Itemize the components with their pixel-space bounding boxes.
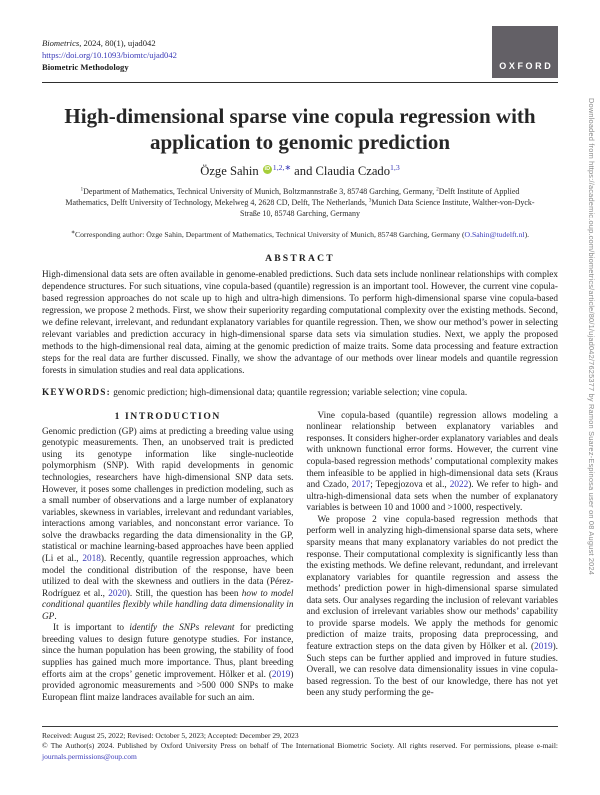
- body-columns: [42, 411, 558, 704]
- text-segment: 2: [436, 187, 439, 193]
- inline-link[interactable]: journals.permissions@oup.com: [42, 751, 137, 761]
- text-segment: ).: [524, 229, 530, 239]
- journal-citation: [42, 37, 177, 49]
- abstract-heading: ABSTRACT: [265, 252, 335, 264]
- inline-link[interactable]: 2020: [108, 588, 127, 599]
- authors-line: [42, 164, 558, 179]
- inline-link[interactable]: O.Sahin@tudelft.nl: [464, 229, 525, 239]
- inline-link[interactable]: 2017: [351, 480, 371, 491]
- inline-link[interactable]: 1,2,∗: [272, 162, 292, 172]
- download-watermark: Downloaded from https://academic.oup.com/biometrics/article/80/1/ujad042/7625377 by Ramon Suarez-Espinosa user on 08 August 2024: [587, 98, 596, 576]
- text-segment: We propose 2 vine copula-based regression methods that perform well in analyzing high-dimensional sparse data sets, where sparsity means that many explanatory variables do not predict the response. Their computational complexity is significantly less than the existing methods. We define relevant, redundant, and irrelevant explanatory variables for quantile regression and assess the methods’ prediction power in high-dimensional sparse simulated data sets. Our analyses regarding the inclusion of relevant variables and exclusion of irrelevant variables show our methods’ capability to provide sparse models. We apply the methods for genomic prediction of maize traits, proposing data preprocessing, and feature extraction steps on the data given by Hölker et al. (: [306, 514, 558, 653]
- text-segment: for predicting breeding values to design future genotype studies. For instance, since the human population has been growing, the stability of food supplies has gained much more importance. Thus, plant breeding efforts aim at the crops’ genetic improvement. Hölker et al. (: [42, 623, 294, 680]
- keywords-label: KEYWORDS:: [42, 387, 111, 398]
- text-segment: Delft Institute of Applied Mathematics, Delft University of Technology, Mekelweg 4, 2628 CD, Delft, The Netherlands,: [65, 187, 520, 208]
- text-segment: ). Still, the question has been: [126, 588, 242, 599]
- section-1-heading: 1 INTRODUCTION: [114, 410, 221, 422]
- text-segment: Department of Mathematics, Technical University of Munich, Boltzmannstraße 3, 85748 Garching, Germany,: [83, 187, 437, 197]
- doi-link[interactable]: https://doi.org/10.1093/biomtc/ujad042: [42, 50, 177, 61]
- oxford-logo: [492, 26, 558, 78]
- header-divider: [42, 82, 558, 83]
- page-header: [42, 26, 558, 78]
- oxford-logo-text: OXFORD: [499, 61, 554, 71]
- text-segment: ; Tepegjozova et al.,: [370, 480, 450, 491]
- text-segment: © The Author(s) 2024. Published by Oxford University Press on behalf of The International Biometric Society. All rights reserved. For permissions, please e-mail:: [42, 741, 558, 750]
- citation-rest: , 2024, 80(1), ujad042: [79, 38, 156, 48]
- text-segment: ) provided agronomic measurements and >500 000 SNPs to make European flint maize landraces available for such an aim.: [42, 669, 294, 703]
- inline-link[interactable]: 2019: [271, 669, 291, 680]
- text-segment: how to model conditional quantiles flexibly while handling data dimensionality in GP: [42, 588, 294, 622]
- article-category: Biometric Methodology: [42, 62, 129, 73]
- text-segment: 1: [80, 187, 84, 193]
- text-segment: 3: [368, 198, 372, 204]
- keywords-line: [42, 388, 558, 398]
- intro-paragraph-1: [42, 427, 294, 624]
- footer-divider: [42, 726, 558, 727]
- text-segment: Özge Sahin: [200, 164, 262, 179]
- text-segment: ). Such steps can be further applied and improved in future studies. Overall, we can resolve data dimensionality issues in vine copula-based regression. To the best of our knowledge, there has not yet been any study performing the ge-: [306, 642, 558, 699]
- text-segment: Genomic prediction (GP) aims at predicting a breeding value using genotypic measurements. Then, an unobserved trait is predicted using its genotype information like single-nucleotide polymorphism (SNP). With rapid developments in genomic technologies, researchers have high-dimensional SNP data sets. However, it poses some challenges in prediction modeling, such as a small number of observations and a large number of explanatory variables, skewness in variables, irrelevant and redundant variables, interactions among variables, and nonconstant error variance. To solve the drawbacks regarding the data dimensionality in the GP, statistical or machine learning-based approaches have been applied (Li et al.,: [42, 426, 294, 564]
- keywords-text: genomic prediction; high-dimensional data; quantile regression; variable selection; vine copula.: [110, 387, 468, 398]
- article-title: High-dimensional sparse vine copula regression with application to genomic prediction: [64, 104, 536, 155]
- right-column: [307, 411, 559, 704]
- journal-meta: [42, 37, 177, 73]
- copyright-line: [42, 741, 558, 762]
- inline-link[interactable]: 2019: [534, 642, 553, 653]
- dates-line: Received: August 25, 2022; Revised: October 5, 2023; Accepted: December 29, 2023: [42, 731, 299, 740]
- text-segment: ). We refer to high- and ultra-high-dimensional data sets when the number of explanatory variables is between 10 and 1000 and >1000, respectively.: [306, 480, 558, 514]
- page-footer: [42, 726, 558, 762]
- orcid-icon[interactable]: iD: [264, 165, 271, 172]
- text-segment: ∗: [70, 230, 75, 236]
- inline-link[interactable]: 1,3: [390, 162, 400, 172]
- text-segment: Munich Data Science Institute, Walther-von-Dyck-Straße 10, 85748 Garching, Germany: [240, 198, 535, 219]
- affiliations: [59, 186, 541, 220]
- text-segment: and Claudia Czado: [291, 164, 391, 179]
- inline-link[interactable]: 2018: [82, 553, 101, 564]
- text-segment: ). Recently, quantile regression approaches, which model the conditional distribution of the response, have been utilized to deal with the skewness and outliers in the data (Pérez-Rodríguez et al.,: [42, 553, 294, 599]
- text-segment: It is important to: [53, 623, 130, 634]
- text-segment: Corresponding author: Özge Sahin, Department of Mathematics, Technical University of Munich, 85748 Garching, Germany (: [74, 229, 465, 239]
- text-segment: Vine copula-based (quantile) regression allows modeling a nonlinear relationship between explanatory variables and responses. It considers higher-order explanatory variables and deals with unknown functional error forms. However, the current vine copula-based regression methods’ computational complexity makes them infeasible to be applied in high-dimensional data sets (Kraus and Czado,: [306, 410, 558, 491]
- abstract-body: High-dimensional data sets are often available in genome-enabled predictions. Such data sets include nonlinear relationships with complex dependence structures. For such situations, vine copula-based (quantile) regression is an important tool. However, the current vine copula-based regression approaches do not scale up to high and ultra-high dimensions. To perform high-dimensional sparse vine copula-based regression, we propose 2 methods. First, we show their superiority regarding computational complexity over the existing methods. Second, we define relevant, irrelevant, and redundant explanatory variables for quantile regression. Then, we show our method’s power in selecting relevant variables and prediction accuracy in high-dimensional sparse data sets via simulation studies. Next, we apply the proposed methods to the high-dimensional real data, aiming at the genomic prediction of maize traits. Some data processing and feature extraction steps for the real data are further discussed. Finally, we show the advantage of our methods over linear models and quantile regression forests in simulation studies and real data applications.: [42, 269, 558, 376]
- text-segment: .: [54, 611, 57, 622]
- intro-paragraph-3: [307, 411, 559, 515]
- intro-paragraph-4: [307, 515, 559, 700]
- intro-paragraph-2: [42, 623, 294, 704]
- inline-link[interactable]: 2022: [449, 480, 469, 491]
- corresponding-author-note: [42, 230, 558, 239]
- text-segment: identify the SNPs relevant: [129, 623, 235, 634]
- journal-name: Biometrics: [42, 38, 80, 48]
- left-column: [42, 411, 294, 704]
